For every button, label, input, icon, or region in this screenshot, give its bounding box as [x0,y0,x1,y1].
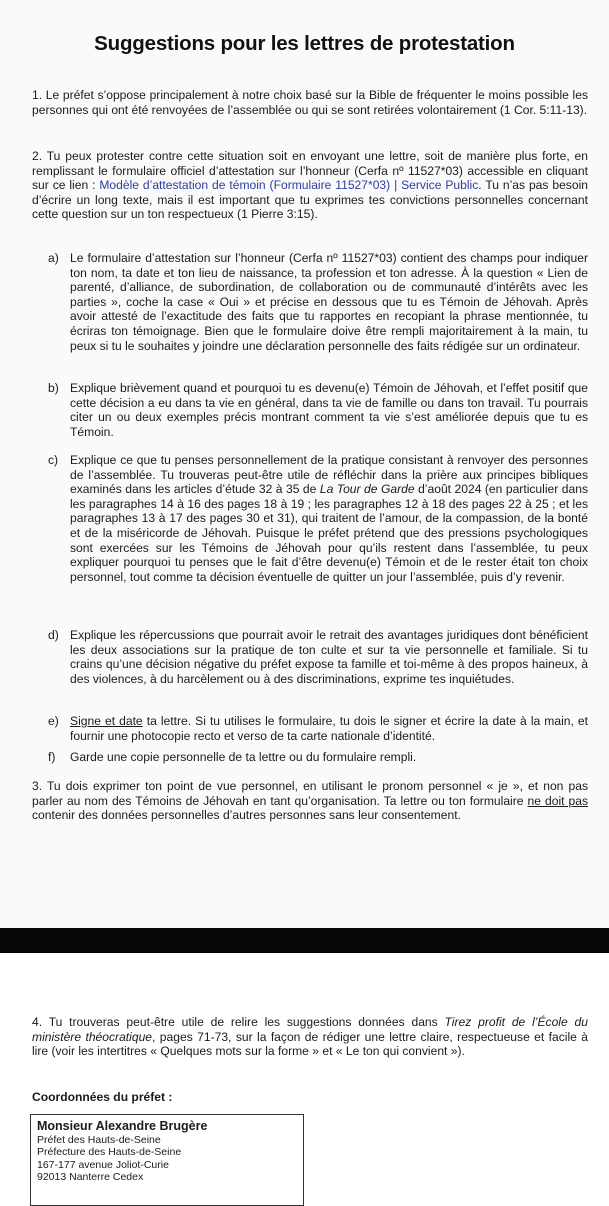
underlined-text: Signe et date [70,714,143,728]
paragraph-3-text: 3. Tu dois exprimer ton point de vue personnel, en utilisant le pronom personnel « je », et non pas parler au nom des Témoins de Jéhovah en tant qu’organisation. Ta lettre ou ton formulaire [32,779,588,808]
list-item-text-part: d’août 2024 (en particulier dans les paragraphes 14 à 16 des pages 18 à 19 ; les paragraphes 12 à 18 des pages 22 à 25 ; et les paragraphes 13 à 17 des pages 30 et 31), qui traitent de l’amour, de la compassion, de la bonté et de la miséricorde de Jéhovah. Puisque le préfet prétend que des pressions psychologiques sont exercées sur les Témoins de Jéhovah pour qu’ils restent dans l’assemblée, tu peux expliquer pourquoi tu penses que le fait d’être devenu(e) Témoin et de le rester était ton choix personnel, tout comme ta décision éventuelle de quitter un jour l’assemblée, puis d’y revenir. [70,482,588,584]
list-item-text [70,453,588,584]
paragraph-4 [32,1015,588,1059]
page-separator [0,928,609,953]
list-item-text-part: ta lettre. Si tu utilises le formulaire, tu dois le signer et écrire la date à la main, et fournir une photocopie recto et verso de ta carte nationale d’identité. [70,714,588,743]
list-item-label: a) [48,251,59,265]
list-item-text [70,714,588,743]
paragraph-2 [32,149,588,222]
paragraph-4-text: 4. Tu trouveras peut-être utile de relire les suggestions données dans [32,1015,445,1029]
address-line: Préfet des Hauts-de-Seine [37,1134,161,1146]
list-item-b [48,381,588,439]
paragraph-2-text: 2. Tu peux protester contre cette situation soit en envoyant une lettre, soit de manière plus forte, en remplissant le formulaire officiel d’attestation sur l’honneur (Cerfa nº 11527*03) accessible en cliquant sur ce lien : [32,149,588,193]
publication-title: Tirez profit de l’École du ministère théocratique [32,1015,588,1044]
address-line: 92013 Nanterre Cedex [37,1171,144,1184]
service-public-link[interactable]: Modèle d’attestation de témoin (Formulaire 11527*03) | Service Public [99,178,479,193]
paragraph-4-text-end: , pages 71-73, sur la façon de rédiger une lettre claire, respectueuse et facile à lire (voir les intertitres « Quelques mots sur la forme » et « Le ton qui convient »). [32,1029,589,1059]
paragraph-3-text-end: contenir des données personnelles d’autres personnes sans leur consentement. [32,808,461,823]
list-item-label: c) [48,453,59,467]
recipient-name: Monsieur Alexandre Brugère [37,1119,208,1133]
list-item-c [48,453,588,584]
paragraph-3 [32,779,588,823]
list-item-e [48,714,588,743]
paragraph-2-text-end: . Tu n’as pas besoin d’écrire un long texte, mais il est important que tu exprimes tes convictions personnelles concernant cette question sur un ton respectueux (1 Pierre 3:15). [32,178,588,222]
underlined-text: ne doit pas [527,793,589,808]
list-item-label: e) [48,714,59,728]
list-item-label: b) [48,381,59,395]
address-line: Préfecture des Hauts-de-Seine [37,1146,182,1159]
list-item-f [48,750,588,765]
list-item-a [48,251,588,353]
list-item-text-part: Explique ce que tu penses personnellement de la pratique consistant à renvoyer des personnes de l’assemblée. Tu trouveras peut-être utile de réfléchir dans la prière aux principes bibliques examinés dans les articles d’étude 32 à 35 de [70,453,588,497]
list-item-text: Garde une copie personnelle de ta lettre ou du formulaire rempli. [70,750,417,764]
publication-title: La Tour de Garde [319,482,415,497]
coordinates-heading: Coordonnées du préfet : [32,1090,173,1104]
address-box [30,1114,304,1206]
list-item-text: Explique brièvement quand et pourquoi tu es devenu(e) Témoin de Jéhovah, et l’effet positif que cette décision a eu dans ta vie en général, dans ta vie de famille ou dans ton travail. Tu pourrais citer un ou deux exemples précis montrant comment ta vie s’est améliorée depuis que tu es Témoin. [70,381,588,439]
paragraph-1: 1. Le préfet s’oppose principalement à notre choix basé sur la Bible de fréquenter le moins possible les personnes qui ont été renvoyées de l’assemblée ou qui se sont retirées volontairement (1 Cor. 5:11-13). [32,88,588,117]
list-item-label: f) [48,750,56,764]
list-item-text: Le formulaire d’attestation sur l’honneur (Cerfa nº 11527*03) contient des champs pour indiquer ton nom, ta date et ton lieu de naissance, ta profession et ton adresse. À la question « Lien de parenté, d’alliance, de subordination, de collaboration ou de communauté d’intérêts avec les parties », coche la case « Oui » et précise en dessous que tu es Témoin de Jéhovah. Après avoir attesté de l’exactitude des faits que tu rapportes en recopiant la phrase mentionnée, tu écriras ton témoignage. Bien que le formulaire doive être rempli majoritairement à la main, tu peux si tu le souhaites y joindre une déclaration personnelle des faits rédigée sur un ordinateur. [70,251,588,353]
list-item-d [48,628,588,686]
list-item-text: Explique les répercussions que pourrait avoir le retrait des avantages juridiques dont bénéficient les deux associations sur la pratique de ton culte et sur ta vie personnelle et familiale. Si tu crains qu’une décision négative du préfet expose ta famille et toi-même à des propos haineux, à des violences, à du harcèlement ou à des discriminations, exprime tes inquiétudes. [70,628,588,686]
page-title: Suggestions pour les lettres de protestation [94,32,515,55]
address-line: 167-177 avenue Joliot-Curie [37,1158,169,1171]
list-item-label: d) [48,628,59,642]
